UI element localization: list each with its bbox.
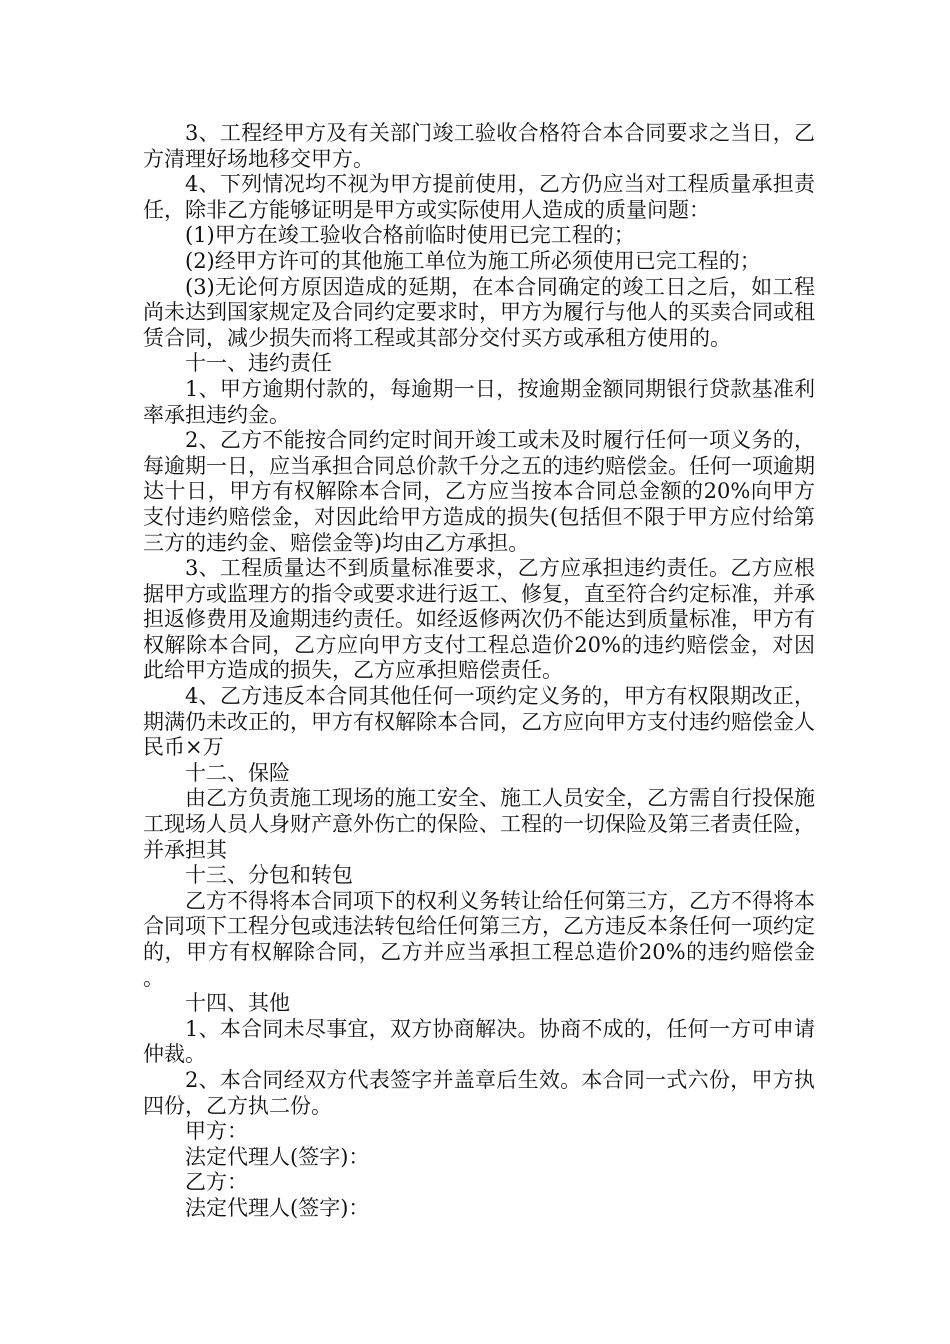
paragraph-other-breach: 4、乙方违反本合同其他任何一项约定义务的，甲方有权限期改正，期满仍未改正的，甲方有权解除本合同，乙方应向甲方支付违约赔偿金人民币×万 — [143, 684, 815, 760]
paragraph-effective-copies: 2、本合同经双方代表签字并盖章后生效。本合同一式六份，甲方执四份，乙方执二份。 — [143, 1067, 815, 1118]
signature-party-b-agent: 法定代理人(签字)： — [185, 1195, 370, 1220]
paragraph-item-3: (3)无论何方原因造成的延期，在本合同确定的竣工日之后，如工程尚未达到国家规定及合同约定要求时，甲方为履行与他人的买卖合同或租赁合同，减少损失而将工程或其部分交付买方或承租方使用的。 — [143, 274, 815, 350]
section-heading-insurance: 十二、保险 — [185, 760, 290, 785]
paragraph-not-early-use: 4、下列情况均不视为甲方提前使用，乙方仍应当对工程质量承担责任，除非乙方能够证明是甲方或实际使用人造成的质量问题： — [143, 172, 815, 222]
paragraph-delay-penalty: 2、乙方不能按合同约定时间开竣工或未及时履行任何一项义务的，每逾期一日，应当承担合同总价款千分之五的违约赔偿金。任何一项逾期达十日，甲方有权解除本合同，乙方应当按本合同总金额的20%向甲方支付违约赔偿金，对因此给甲方造成的损失(包括但不限于甲方应付给第三方的违约金、赔偿金等)均由乙方承担。 — [143, 428, 815, 555]
paragraph-late-payment: 1、甲方逾期付款的，每逾期一日，按逾期金额同期银行贷款基准利率承担违约金。 — [143, 376, 815, 427]
paragraph-subcontract: 乙方不得将本合同项下的权利义务转让给任何第三方，乙方不得将本合同项下工程分包或违法转包给任何第三方，乙方违反本条任何一项约定的，甲方有权解除合同，乙方并应当承担工程总造价20%的违约赔偿金。 — [143, 888, 815, 990]
paragraph-insurance: 由乙方负责施工现场的施工安全、施工人员安全，乙方需自行投保施工现场人员人身财产意外伤亡的保险、工程的一切保险及第三者责任险，并承担其 — [143, 786, 815, 862]
section-heading-other: 十四、其他 — [185, 991, 290, 1016]
section-heading-subcontract: 十三、分包和转包 — [185, 863, 353, 888]
paragraph-quality-penalty: 3、工程质量达不到质量标准要求，乙方应承担违约责任。乙方应根据甲方或监理方的指令或要求进行返工、修复，直至符合约定标准，并承担返修费用及逾期违约责任。如经返修两次仍不能达到质量标准，甲方有权解除本合同，乙方应向甲方支付工程总造价20%的违约赔偿金，对因此给甲方造成的损失，乙方应承担赔偿责任。 — [143, 556, 815, 683]
paragraph-acceptance-handover: 3、工程经甲方及有关部门竣工验收合格符合本合同要求之当日，乙方清理好场地移交甲方。 — [143, 121, 815, 171]
paragraph-item-1: (1)甲方在竣工验收合格前临时使用已完工程的； — [185, 223, 635, 248]
signature-party-b: 乙方： — [185, 1170, 248, 1195]
paragraph-item-2: (2)经甲方许可的其他施工单位为施工所必须使用已完工程的； — [185, 248, 761, 273]
signature-party-a-agent: 法定代理人(签字)： — [185, 1144, 370, 1169]
paragraph-arbitration: 1、本合同未尽事宜，双方协商解决。协商不成的，任何一方可申请仲裁。 — [143, 1016, 815, 1067]
section-heading-liability: 十一、违约责任 — [185, 351, 332, 376]
signature-party-a: 甲方： — [185, 1119, 248, 1144]
document-body — [143, 121, 815, 1222]
